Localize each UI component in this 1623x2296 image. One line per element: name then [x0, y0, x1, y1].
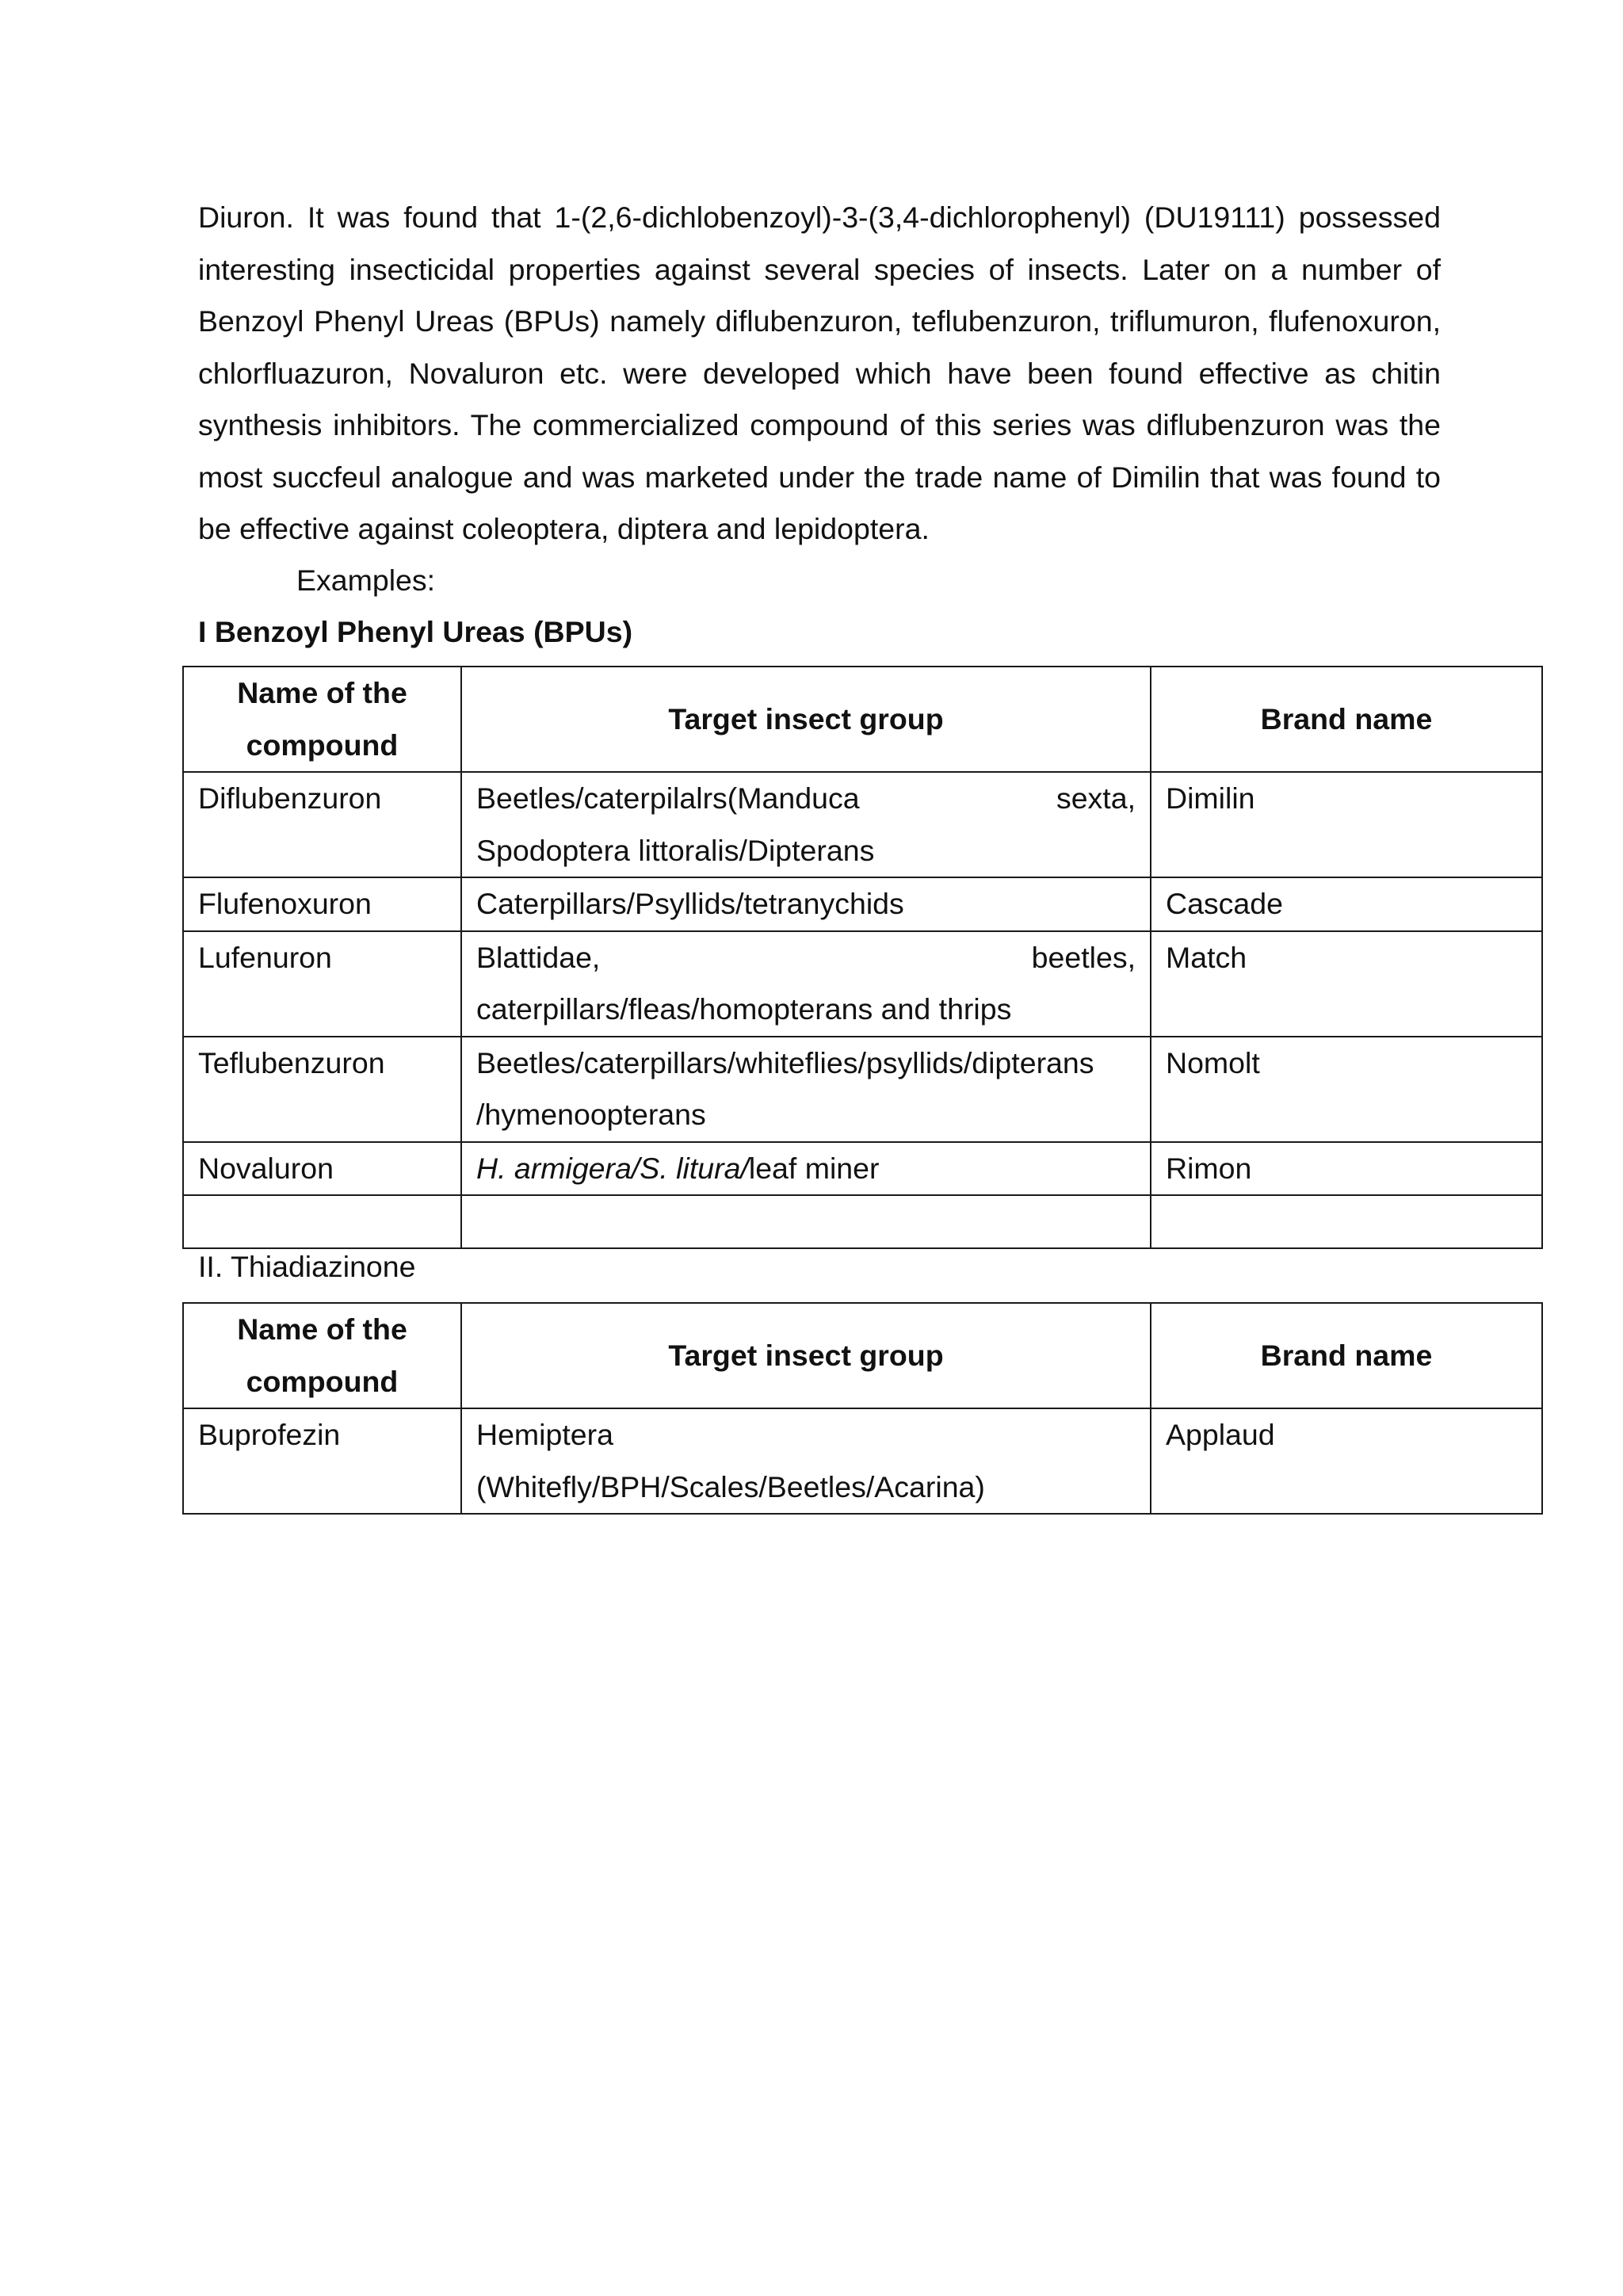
target-line: Blattidae, beetles,: [476, 940, 1136, 974]
section2-heading: II. Thiadiazinone: [198, 1250, 416, 1283]
header-name-line1: Name of the: [237, 676, 407, 709]
compound-name: Teflubenzuron: [183, 1037, 461, 1142]
table-row-empty: [183, 1195, 1542, 1248]
compound-name: Diflubenzuron: [183, 772, 461, 877]
intro-paragraph: Diuron. It was found that 1-(2,6-dichlobenzoyl)-3-(3,4-dichlorophenyl) (DU19111) possessed interesting insecticidal properties against several species of insects. Later on a number of Benzoyl Phenyl Ureas (BPUs) namely diflubenzuron, teflubenzuron, triflumuron, flufenoxuron, chlorfluazuron, Novaluron etc. were developed which have been found effective as chitin synthesis inhibitors. The commercialized compound of this series was diflubenzuron was the most succfeul analogue and was marketed under the trade name of Dimilin that was found to be effective against coleoptera, diptera and lepidoptera.: [198, 201, 1441, 545]
table-row: [183, 931, 1542, 1037]
target-group: [461, 772, 1151, 877]
empty-cell: [183, 1195, 461, 1248]
compound-name: Buprofezin: [183, 1408, 461, 1514]
header-target-group: Target insect group: [461, 667, 1151, 772]
brand-name: Rimon: [1151, 1142, 1542, 1196]
compound-name: Lufenuron: [183, 931, 461, 1037]
examples-label: Examples:: [296, 563, 436, 597]
target-line: /hymenoopterans: [476, 1098, 706, 1131]
target-rest: leaf miner: [748, 1151, 880, 1185]
table-row: [183, 877, 1542, 931]
brand-name: Cascade: [1151, 877, 1542, 931]
target-group: [461, 1408, 1151, 1514]
target-group: [461, 1142, 1151, 1196]
target-italic: H. armigera/S. litura/: [476, 1151, 749, 1185]
target-line: caterpillars/fleas/homopterans and thrips: [476, 992, 1012, 1026]
table-row: [183, 1408, 1542, 1514]
header-name-line1: Name of the: [237, 1312, 407, 1346]
target-group: Caterpillars/Psyllids/tetranychids: [461, 877, 1151, 931]
header-compound-name: [183, 1303, 461, 1408]
target-line: Spodoptera littoralis/Dipterans: [476, 833, 875, 867]
brand-name: Match: [1151, 931, 1542, 1037]
target-line: Beetles/caterpillars/whiteflies/psyllids/dipterans: [476, 1045, 1094, 1079]
bpu-table: [182, 666, 1543, 1249]
table-row: [183, 1142, 1542, 1196]
compound-name: Flufenoxuron: [183, 877, 461, 931]
brand-name: Dimilin: [1151, 772, 1542, 877]
brand-name: Applaud: [1151, 1408, 1542, 1514]
table-row: [183, 1037, 1542, 1142]
table-row: [183, 772, 1542, 877]
thiadiazinone-table: [182, 1302, 1543, 1515]
empty-cell: [461, 1195, 1151, 1248]
header-name-line2: compound: [246, 1364, 399, 1398]
empty-cell: [1151, 1195, 1542, 1248]
header-brand-name: Brand name: [1151, 1303, 1542, 1408]
table-header-row: [183, 1303, 1542, 1408]
target-group: [461, 1037, 1151, 1142]
table-header-row: [183, 667, 1542, 772]
target-line: Hemiptera: [476, 1418, 613, 1451]
section1-heading: I Benzoyl Phenyl Ureas (BPUs): [198, 615, 633, 648]
header-compound-name: [183, 667, 461, 772]
header-name-line2: compound: [246, 728, 399, 762]
header-target-group: Target insect group: [461, 1303, 1151, 1408]
target-line: (Whitefly/BPH/Scales/Beetles/Acarina): [476, 1469, 985, 1503]
compound-name: Novaluron: [183, 1142, 461, 1196]
brand-name: Nomolt: [1151, 1037, 1542, 1142]
header-brand-name: Brand name: [1151, 667, 1542, 772]
target-group: [461, 931, 1151, 1037]
target-line: Beetles/caterpilalrs(Manduca sexta,: [476, 781, 1136, 815]
